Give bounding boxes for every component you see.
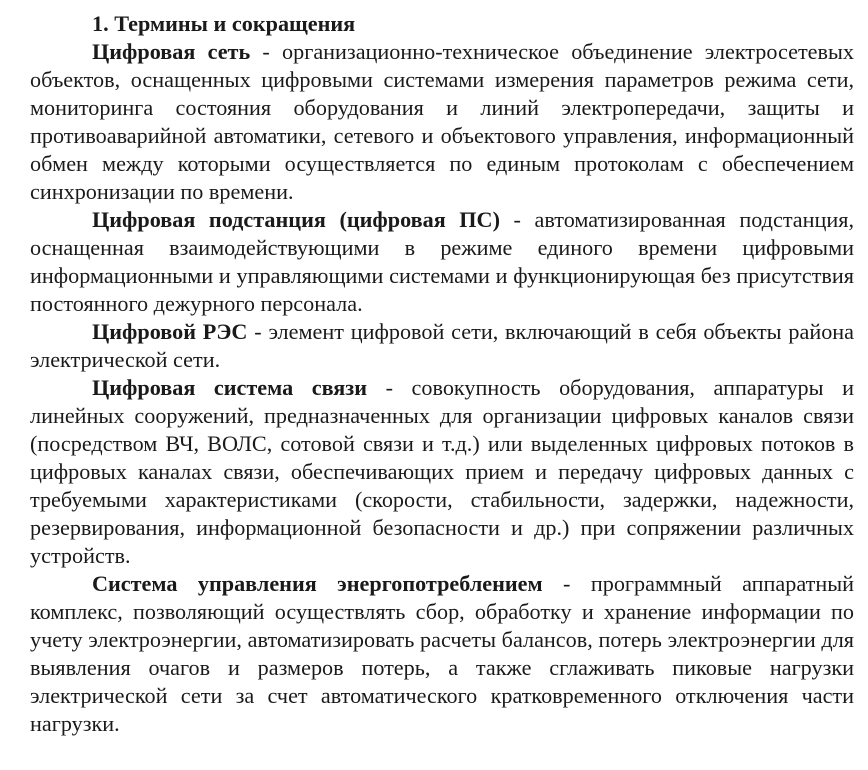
definition-digital-network <box>30 38 854 206</box>
term-digital-network: Цифровая сеть <box>92 39 251 64</box>
definition-dash: - <box>367 375 412 400</box>
definition-dash: - <box>250 39 283 64</box>
definition-energy-management-system <box>30 570 854 738</box>
definition-digital-communication-system <box>30 374 854 570</box>
definition-text-digital-communication-system: совокупность оборудования, аппаратуры и линейных сооружений, предназначенных для организации цифровых каналов связи (посредством ВЧ, ВОЛС, сотовой связи и т.д.) или выделенных цифровых потоков в цифровых каналах связи, обеспечивающих прием и передачу цифровых данных с требуемыми характеристиками (скорости, стабильности, задержки, надежности, резервирования, информационной безопасности и др.) при сопряжении различных устройств. <box>30 375 854 568</box>
definition-text-digital-network: организационно-техническое объединение электросетевых объектов, оснащенных цифровыми системами измерения параметров режима сети, мониторинга состояния оборудования и линий электропередачи, защиты и противоаварийной автоматики, сетевого и объектового управления, информационный обмен между которыми осуществляется по единым протоколам с обеспечением синхронизации по времени. <box>30 39 855 204</box>
section-heading: 1. Термины и сокращения <box>92 11 356 36</box>
definition-dash: - <box>499 207 535 232</box>
definition-dash: - <box>542 571 591 596</box>
definition-dash: - <box>247 319 269 344</box>
document-page <box>30 10 854 738</box>
definition-text-energy-management-system: программный аппаратный комплекс, позволяющий осуществлять сбор, обработку и хранение информации по учету электроэнергии, автоматизировать расчеты балансов, потерь электроэнергии для выявления очагов и размеров потерь, а также сглаживать пиковые нагрузки электрической сети за счет автоматического кратковременного отключения части нагрузки. <box>30 571 854 736</box>
definition-text-digital-substation: автоматизированная подстанция, оснащенная взаимодействующими в режиме единого времени цифровыми информационными и управляющими системами и функционирующая без присутствия постоянного дежурного персонала. <box>30 207 855 316</box>
term-digital-res: Цифровой РЭС <box>92 319 248 344</box>
definition-text-digital-res: элемент цифровой сети, включающий в себя объекты района электрической сети. <box>30 319 855 372</box>
definition-digital-res <box>30 318 854 374</box>
definition-digital-substation <box>30 206 854 318</box>
term-digital-substation: Цифровая подстанция (цифровая ПС) <box>92 207 500 232</box>
term-energy-management-system: Система управления энергопотреблением <box>92 571 543 596</box>
term-digital-communication-system: Цифровая система связи <box>92 375 368 400</box>
